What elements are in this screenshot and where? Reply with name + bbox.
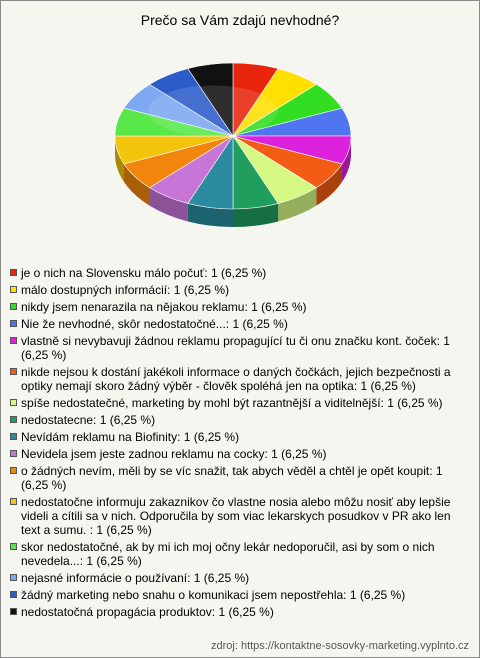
legend-label: nedostatecne: 1 (6,25 %) — [21, 413, 156, 427]
legend-swatch — [10, 303, 17, 310]
legend-swatch — [10, 591, 17, 598]
legend-item — [10, 413, 472, 427]
legend-swatch — [10, 498, 17, 505]
legend-swatch — [10, 337, 17, 344]
legend-label: málo dostupných informácií: 1 (6,25 %) — [21, 283, 230, 297]
legend-item — [10, 447, 472, 461]
legend-swatch — [10, 416, 17, 423]
legend-swatch — [10, 269, 17, 276]
legend-item — [10, 605, 472, 619]
legend-item — [10, 430, 472, 444]
legend-swatch — [10, 286, 17, 293]
pie-chart — [1, 41, 479, 241]
legend-label: o žádných nevím, měli by se víc snažit, tak abych věděl a chtěl je opět koupit: 1 (6,25 %) — [21, 464, 443, 492]
legend-item — [10, 571, 472, 585]
legend-item — [10, 283, 472, 297]
legend-swatch — [10, 399, 17, 406]
legend-item — [10, 266, 472, 280]
legend-label: nikdy jsem nenarazila na nějakou reklamu: 1 (6,25 %) — [21, 300, 307, 314]
legend-item — [10, 334, 472, 362]
legend-label: skor nedostatočné, ak by mi ich moj očny lekár nedoporučil, asi by som o nich nevedela...: 1 (6,25 %) — [21, 540, 435, 568]
legend-label: spíše nedostatečné, marketing by mohl být razantnější a viditelnější: 1 (6,25 %) — [21, 396, 443, 410]
source-note: zdroj: https://kontaktne-sosovky-marketing.vyplnto.cz — [211, 640, 469, 652]
chart-title: Prečo sa Vám zdajú nevhodné? — [140, 12, 340, 28]
legend-item — [10, 365, 472, 393]
legend-label: nejasné informácie o používaní: 1 (6,25 %) — [21, 571, 250, 585]
legend-swatch — [10, 368, 17, 375]
legend-swatch — [10, 543, 17, 550]
legend-swatch — [10, 574, 17, 581]
legend-label: je o nich na Slovensku málo počuť: 1 (6,25 %) — [21, 266, 267, 280]
legend-item — [10, 317, 472, 331]
legend-label: Nevidela jsem jeste zadnou reklamu na cocky: 1 (6,25 %) — [21, 447, 327, 461]
legend-label: nikde nejsou k dostání jakékoli informace o daných čočkách, jejich bezpečnosti a optiky nemají skoro žádný výběr - člověk spoléhá jen na optika: 1 (6,25 %) — [21, 365, 451, 393]
legend — [10, 266, 472, 622]
legend-item — [10, 540, 472, 568]
legend-swatch — [10, 450, 17, 457]
legend-swatch — [10, 433, 17, 440]
legend-label: Nie že nevhodné, skôr nedostatočné...: 1 (6,25 %) — [21, 317, 288, 331]
pie-highlight — [148, 85, 278, 136]
legend-label: vlastně si nevybavuji žádnou reklamu propagující tu či onu značku kont. čoček: 1 (6,25 %) — [21, 334, 450, 362]
legend-item — [10, 396, 472, 410]
legend-item — [10, 300, 472, 314]
legend-swatch — [10, 320, 17, 327]
legend-label: nedostatočná propagácia produktov: 1 (6,25 %) — [21, 605, 274, 619]
legend-label: žádný marketing nebo snahu o komunikaci jsem nepostřehla: 1 (6,25 %) — [21, 588, 406, 602]
legend-item — [10, 588, 472, 602]
legend-swatch — [10, 467, 17, 474]
legend-item — [10, 495, 472, 537]
legend-swatch — [10, 608, 17, 615]
legend-label: nedostatočne informuju zakaznikov čo vlastne nosia alebo môžu nosiť aby lepšie videli a cítili sa v nich. Odporučila by som viac lekarskych posudkov v PR ako len text a sumu. : 1 (6,25 %) — [21, 495, 451, 537]
legend-label: Nevídám reklamu na Biofinity: 1 (6,25 %) — [21, 430, 240, 444]
legend-item — [10, 464, 472, 492]
